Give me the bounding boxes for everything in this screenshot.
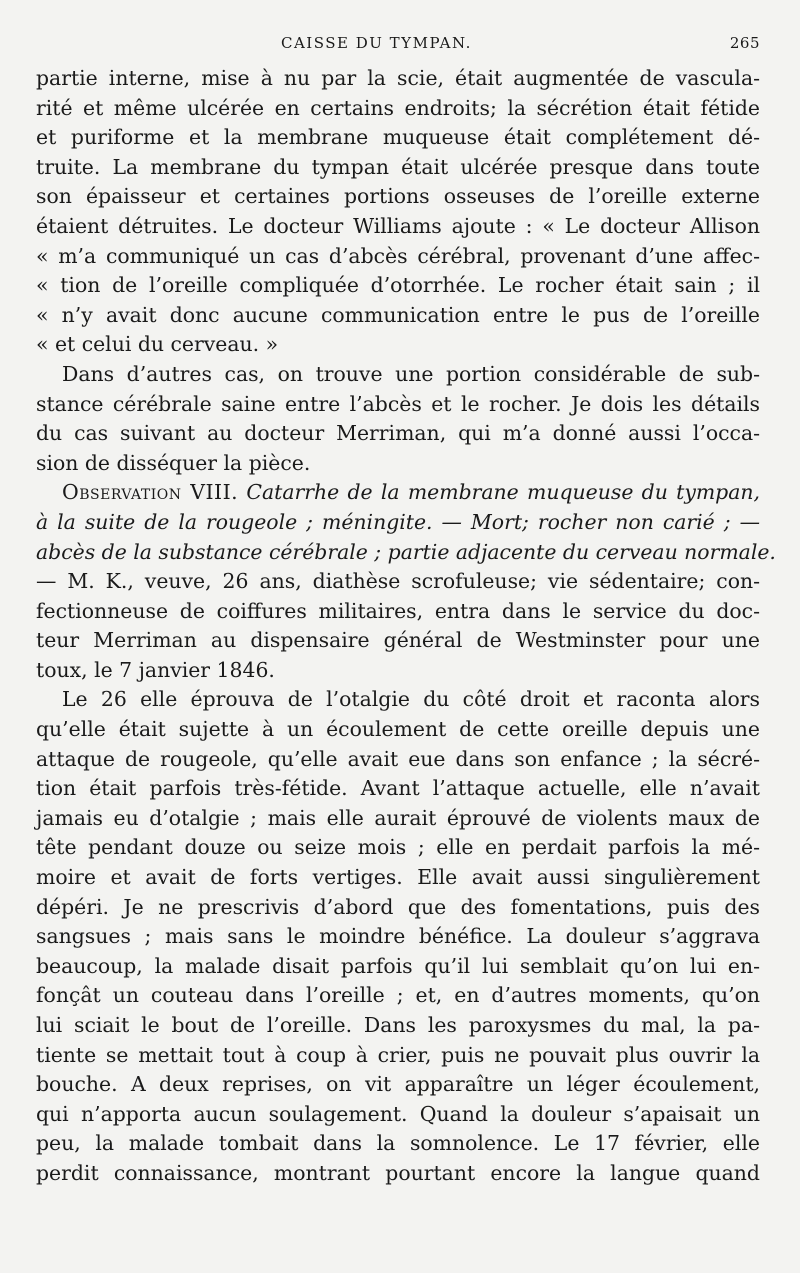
text-line: rité et même ulcérée en certains endroits; la sécrétion était fétide [36, 95, 760, 120]
text-line: fectionneuse de coiffures militaires, entra dans le service du doc- [36, 598, 760, 623]
text-line: du cas suivant au docteur Merriman, qui m’a donné aussi l’occa- [36, 421, 760, 446]
text-line: moire et avait de forts vertiges. Elle avait aussi singulièrement [36, 865, 760, 890]
text-line: son épaisseur et certaines portions osseuses de l’oreille externe [36, 184, 760, 209]
text-line: — M. K., veuve, 26 ans, diathèse scrofuleuse; vie sédentaire; con- [36, 569, 760, 594]
text-line: « et celui du cerveau. » [36, 332, 279, 357]
text-line: tête pendant douze ou seize mois ; elle en perdait parfois la mé- [36, 835, 760, 860]
text-line: « m’a communiqué un cas d’abcès cérébral, provenant d’une affec- [36, 243, 760, 268]
observation-title: Catarrhe de la membrane muqueuse du tympan, [246, 480, 760, 505]
text-line: perdit connaissance, montrant pourtant encore la langue quand [36, 1160, 760, 1185]
text-line: Le 26 elle éprouva de l’otalgie du côté droit et raconta alors [62, 687, 760, 712]
text-line: dépéri. Je ne prescrivis d’abord que des fomentations, puis des [36, 894, 760, 919]
observation-title-line: à la suite de la rougeole ; méningite. — Mort; rocher non carié ; — [36, 509, 760, 534]
text-line: Dans d’autres cas, on trouve une portion considérable de sub- [62, 361, 760, 386]
observation-label: Observation VIII. [62, 480, 239, 505]
text-line: peu, la malade tombait dans la somnolence. Le 17 février, elle [36, 1131, 760, 1156]
text-line: fonçât un couteau dans l’oreille ; et, en d’autres moments, qu’on [36, 983, 760, 1008]
text-line: qui n’apporta aucun soulagement. Quand la douleur s’apaisait un [36, 1101, 760, 1126]
observation-title-line: abcès de la substance cérébrale ; partie adjacente du cerveau normale. [36, 539, 776, 564]
page-number: 265 [729, 34, 760, 52]
running-head: CAISSE DU TYMPAN. [281, 34, 472, 52]
text-line: qu’elle était sujette à un écoulement de cette oreille depuis une [36, 717, 760, 742]
paragraph-case-history [36, 685, 760, 1188]
text-line: beaucoup, la malade disait parfois qu’il lui semblait qu’on lui en- [36, 953, 760, 978]
text-line: tion était parfois très-fétide. Avant l’attaque actuelle, elle n’avait [36, 776, 760, 801]
text-line: attaque de rougeole, qu’elle avait eue dans son enfance ; la sécré- [36, 746, 760, 771]
text-line: sion de disséquer la pièce. [36, 450, 311, 475]
text-line: étaient détruites. Le docteur Williams ajoute : « Le docteur Allison [36, 213, 760, 238]
text-line: lui sciait le bout de l’oreille. Dans les paroxysmes du mal, la pa- [36, 1013, 760, 1037]
text-line: partie interne, mise à nu par la scie, était augmentée de vascula- [36, 66, 760, 90]
text-line: et puriforme et la membrane muqueuse était complétement dé- [36, 125, 760, 150]
text-line: stance cérébrale saine entre l’abcès et le rocher. Je dois les détails [36, 391, 760, 416]
text-line: sangsues ; mais sans le moindre bénéfice. La douleur s’aggrava [36, 924, 760, 949]
text-line: truite. La membrane du tympan était ulcérée presque dans toute [36, 154, 760, 179]
observation-section [36, 478, 776, 685]
paragraph-continued [36, 64, 760, 360]
text-line: bouche. A deux reprises, on vit apparaître un léger écoulement, [36, 1072, 760, 1097]
text-line: teur Merriman au dispensaire général de Westminster pour une [36, 628, 760, 653]
body-text [36, 64, 776, 1189]
paragraph-substance [36, 360, 760, 478]
text-line: jamais eu d’otalgie ; mais elle aurait éprouvé de violents maux de [36, 805, 760, 830]
text-line: toux, le 7 janvier 1846. [36, 657, 275, 682]
text-line: « tion de l’oreille compliquée d’otorrhée. Le rocher était sain ; il [36, 273, 760, 298]
observation-heading-line [36, 478, 760, 508]
text-line: tiente se mettait tout à coup à crier, puis ne pouvait plus ouvrir la [36, 1042, 760, 1067]
text-line: « n’y avait donc aucune communication entre le pus de l’oreille [36, 302, 760, 327]
page-header [36, 30, 760, 60]
